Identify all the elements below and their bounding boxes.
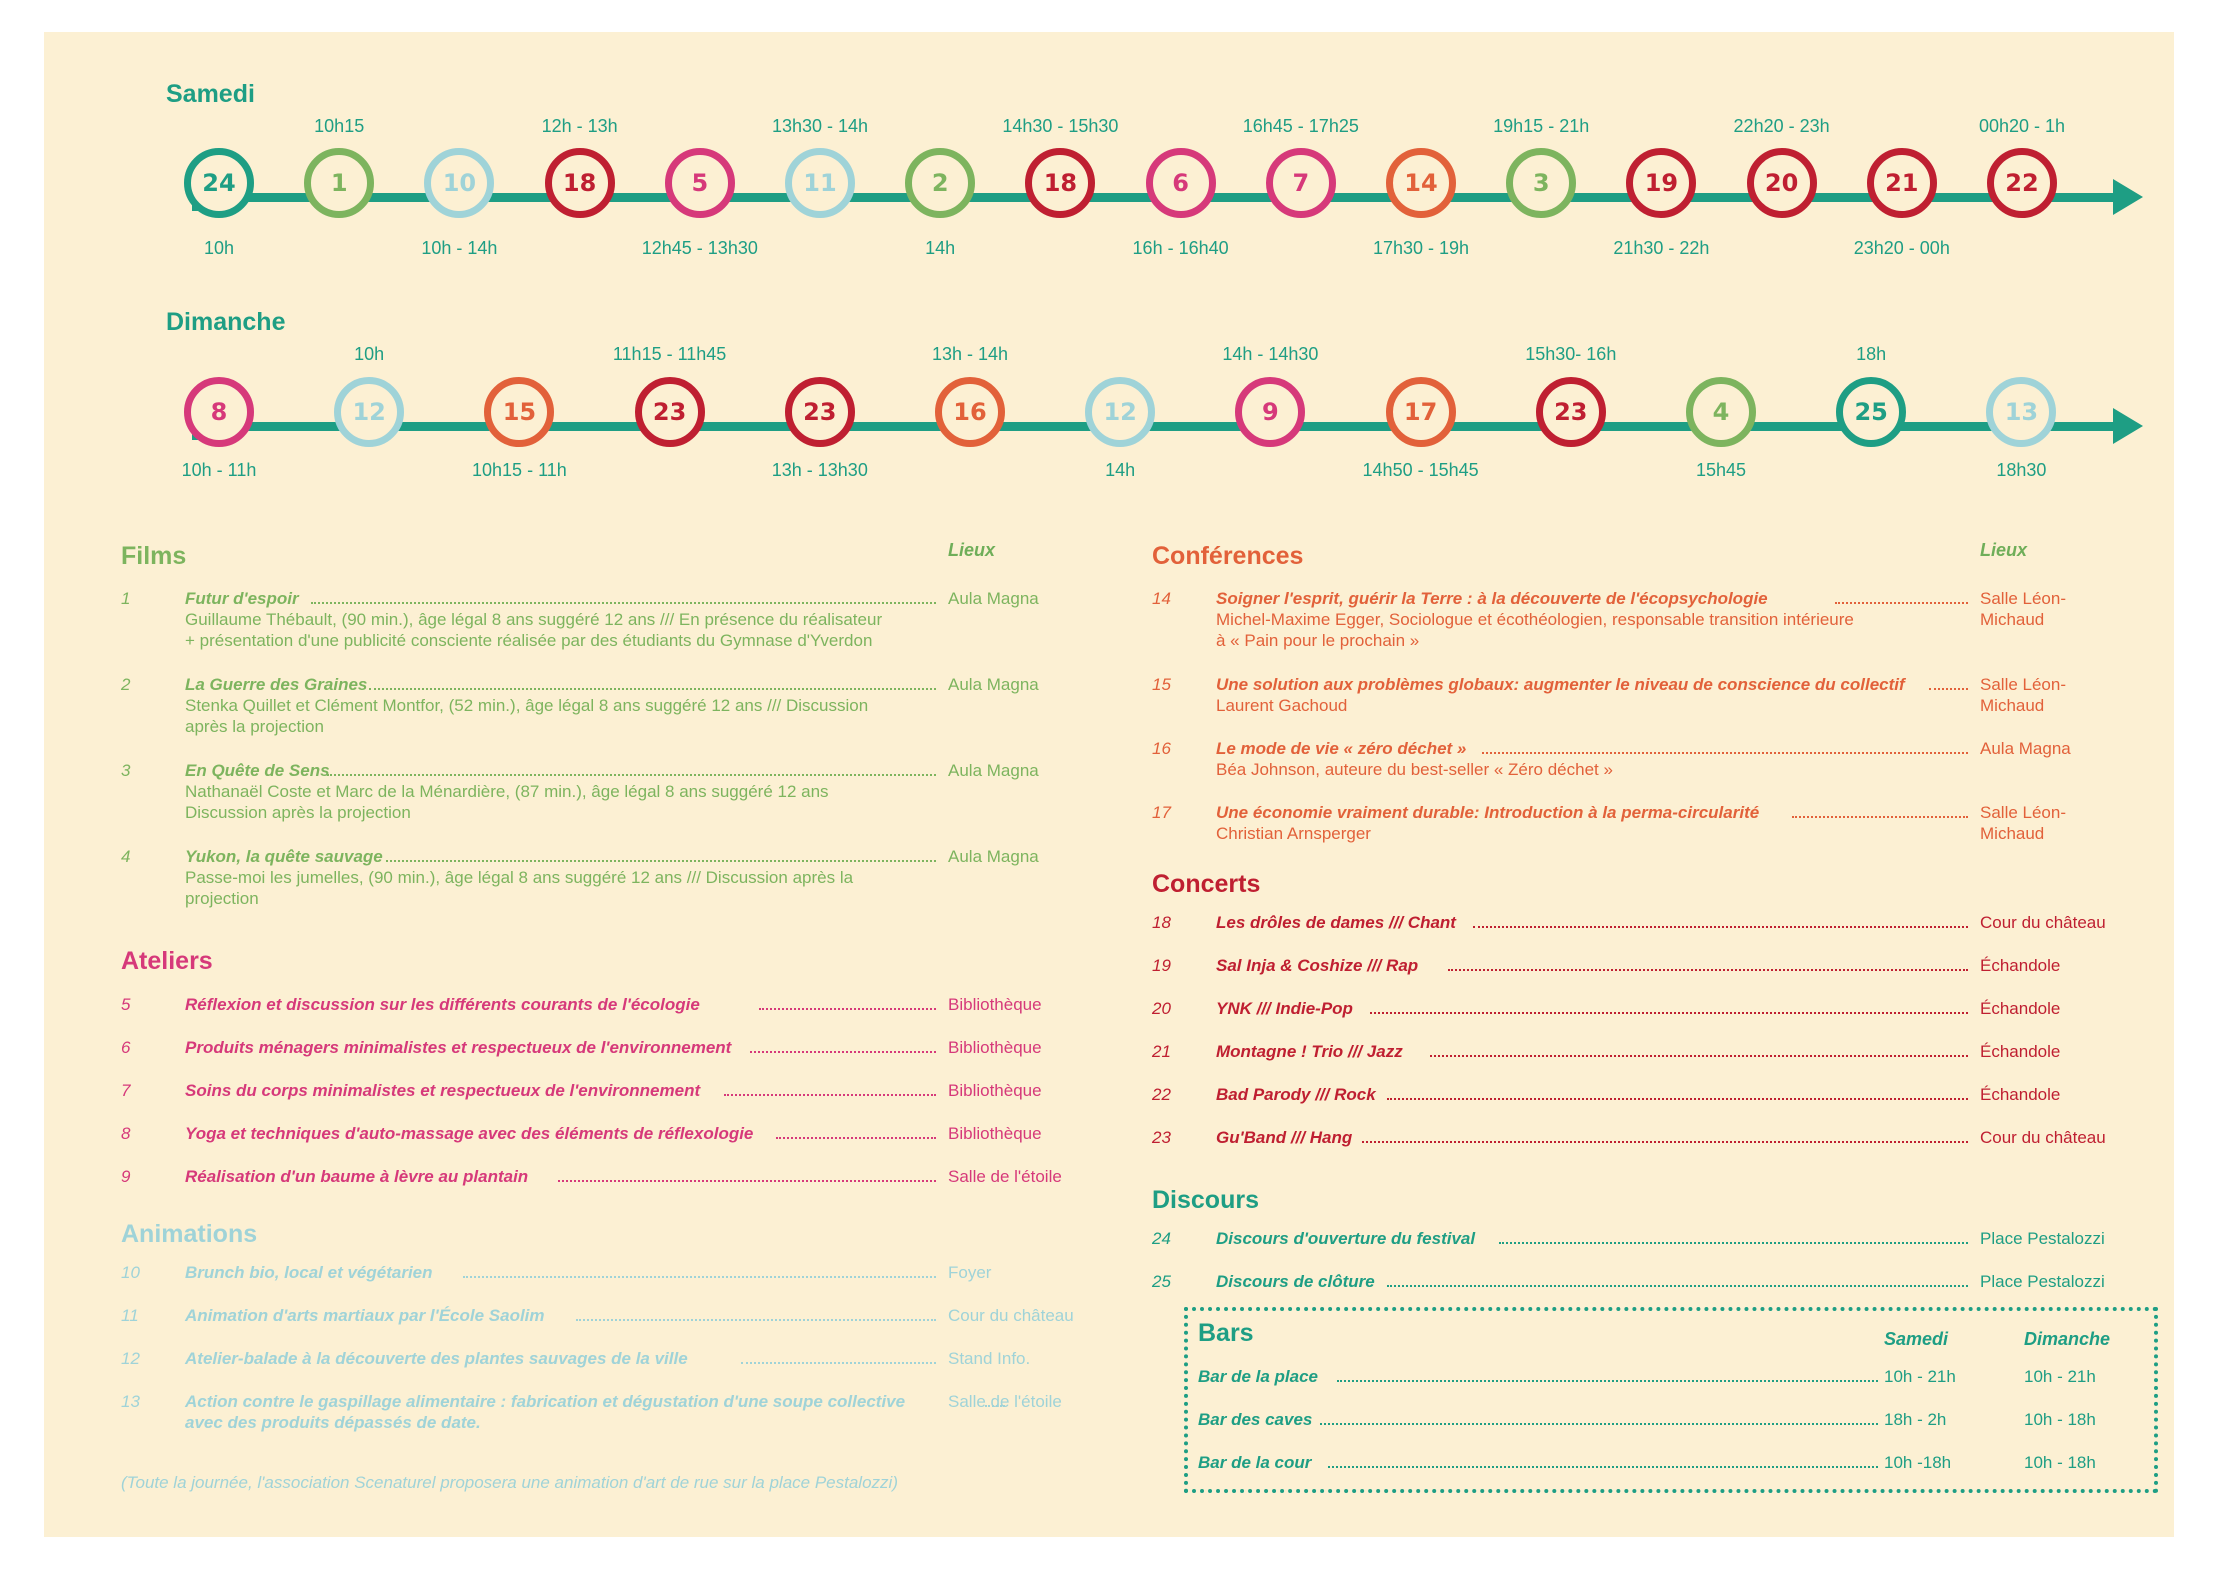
item-description: Michel-Maxime Egger, Sociologue et écothéologien, responsable transition intérieure <box>1216 610 1854 629</box>
timeline-node: 10 <box>424 148 494 218</box>
timeline-node: 12 <box>1085 377 1155 447</box>
item-title: YNK /// Indie-Pop <box>1216 999 1353 1018</box>
timeline-node: 19 <box>1626 148 1696 218</box>
bar-name: Bar de la cour <box>1198 1453 1312 1472</box>
timeline-node: 11 <box>785 148 855 218</box>
timeline-node: 8 <box>184 377 254 447</box>
arrow-right-icon <box>2113 179 2143 215</box>
item-number: 12 <box>121 1349 140 1368</box>
item-number: 9 <box>121 1167 131 1186</box>
item-location: Aula Magna <box>948 675 1039 694</box>
timeline-time-label: 17h30 - 19h <box>1372 238 1470 258</box>
item-location: Foyer <box>948 1263 992 1282</box>
leader-dots <box>750 1051 936 1053</box>
item-description: Stenka Quillet et Clément Montfor, (52 min.), âge légal 8 ans suggéré 12 ans /// Discussion <box>185 696 869 715</box>
timeline-node: 18 <box>545 148 615 218</box>
bar-hours-dimanche: 10h - 21h <box>2024 1367 2096 1386</box>
leader-dots <box>1320 1423 1878 1425</box>
item-title: Une économie vraiment durable: Introduction à la perma-circularité <box>1216 803 1760 822</box>
leader-dots <box>576 1319 936 1321</box>
item-location: Cour du château <box>948 1306 1074 1325</box>
item-number: 15 <box>1152 675 1171 694</box>
item-number: 4 <box>121 847 131 866</box>
bar-hours-dimanche: 10h - 18h <box>2024 1410 2096 1429</box>
leader-dots <box>311 602 936 604</box>
dimanche-heading: Dimanche <box>166 308 286 336</box>
item-title: Montagne ! Trio /// Jazz <box>1216 1042 1403 1061</box>
item-location: Salle Léon-Michaud <box>1980 675 2067 715</box>
item-location: Aula Magna <box>948 589 1039 608</box>
timeline-node: 23 <box>1536 377 1606 447</box>
item-location: Bibliothèque <box>948 1081 1042 1100</box>
timeline-node: 2 <box>905 148 975 218</box>
leader-dots <box>386 860 936 862</box>
item-description: Nathanaël Coste et Marc de la Ménardière, (87 min.), âge légal 8 ans suggéré 12 ans <box>185 782 829 801</box>
leader-dots <box>1499 1242 1968 1244</box>
item-description: Laurent Gachoud <box>1216 696 1348 715</box>
timeline-time-label: 14h50 - 15h45 <box>1362 460 1479 480</box>
timeline-time-label: 18h30 <box>1996 460 2047 480</box>
bars-col-samedi: Samedi <box>1884 1329 1949 1349</box>
item-description: Béa Johnson, auteure du best-seller « Zéro déchet » <box>1216 760 1613 779</box>
leader-dots <box>759 1008 937 1010</box>
samedi-heading: Samedi <box>166 80 255 108</box>
item-number: 16 <box>1152 739 1171 758</box>
item-location: Bibliothèque <box>948 1038 1042 1057</box>
leader-dots <box>741 1362 936 1364</box>
item-number: 14 <box>1152 589 1171 608</box>
item-number: 6 <box>121 1038 131 1057</box>
leader-dots <box>1337 1380 1878 1382</box>
item-number: 19 <box>1152 956 1171 975</box>
item-number: 3 <box>121 761 131 780</box>
item-description: Christian Arnsperger <box>1216 824 1371 843</box>
ateliers-heading: Ateliers <box>121 947 213 975</box>
timeline-time-label: 14h30 - 15h30 <box>1002 116 1119 136</box>
timeline-node: 25 <box>1836 377 1906 447</box>
item-title: Produits ménagers minimalistes et respectueux de l'environnement <box>185 1038 732 1057</box>
item-number: 25 <box>1152 1272 1171 1291</box>
item-title: Réalisation d'un baume à lèvre au plantain <box>185 1167 529 1186</box>
leader-dots <box>1387 1285 1968 1287</box>
bars-heading: Bars <box>1198 1319 1254 1347</box>
bar-name: Bar des caves <box>1198 1410 1313 1429</box>
item-title: Futur d'espoir <box>185 589 299 608</box>
timeline-time-label: 10h - 11h <box>181 460 257 480</box>
item-number: 11 <box>121 1306 139 1325</box>
item-number: 22 <box>1152 1085 1171 1104</box>
item-number: 1 <box>121 589 131 608</box>
timeline-node: 3 <box>1506 148 1576 218</box>
item-description: Passe-moi les jumelles, (90 min.), âge légal 8 ans suggéré 12 ans /// Discussion après la <box>185 868 854 887</box>
item-location: Échandole <box>1980 999 2061 1018</box>
timeline-time-label: 14h - 14h30 <box>1222 344 1319 364</box>
item-description: + présentation d'une publicité consciente réalisée par des étudiants du Gymnase d'Yverdon <box>185 631 873 650</box>
bar-hours-samedi: 10h - 21h <box>1884 1367 1956 1386</box>
item-title: Discours d'ouverture du festival <box>1216 1229 1476 1248</box>
item-location: Salle Léon-Michaud <box>1980 803 2067 843</box>
leader-dots <box>1362 1141 1968 1143</box>
program-sheet <box>44 32 2174 1537</box>
item-location: Bibliothèque <box>948 995 1042 1014</box>
item-number: 18 <box>1152 913 1171 932</box>
films-lieux-heading: Lieux <box>948 540 996 560</box>
item-location: Aula Magna <box>1980 739 2071 758</box>
timeline-time-label: 19h15 - 21h <box>1493 116 1590 136</box>
bars-col-dimanche: Dimanche <box>2024 1329 2111 1349</box>
item-number: 21 <box>1152 1042 1171 1061</box>
leader-dots <box>369 688 936 690</box>
item-location: Échandole <box>1980 1085 2061 1104</box>
timeline-time-label: 18h <box>1856 344 1887 364</box>
leader-dots <box>327 774 936 776</box>
timeline-time-label: 10h <box>354 344 385 364</box>
arrow-right-icon <box>2113 408 2143 444</box>
item-description: après la projection <box>185 717 324 736</box>
item-location: Place Pestalozzi <box>1980 1229 2105 1248</box>
item-number: 10 <box>121 1263 140 1282</box>
timeline-node: 18 <box>1025 148 1095 218</box>
conferences-heading: Conférences <box>1152 542 1304 570</box>
animations-heading: Animations <box>121 1220 258 1248</box>
leader-dots <box>1473 926 1968 928</box>
concerts-heading: Concerts <box>1152 870 1261 898</box>
item-description: Guillaume Thébault, (90 min.), âge légal 8 ans suggéré 12 ans /// En présence du réalisateur <box>185 610 883 629</box>
item-number: 23 <box>1152 1128 1171 1147</box>
timeline-time-label: 21h30 - 22h <box>1613 238 1710 258</box>
timeline-node: 13 <box>1986 377 2056 447</box>
leader-dots <box>1387 1098 1968 1100</box>
leader-dots <box>724 1094 936 1096</box>
timeline-node: 23 <box>785 377 855 447</box>
item-title: Le mode de vie « zéro déchet » <box>1216 739 1467 758</box>
item-number: 5 <box>121 995 131 1014</box>
timeline-node: 15 <box>484 377 554 447</box>
item-number: 8 <box>121 1124 131 1143</box>
timeline-node: 22 <box>1987 148 2057 218</box>
timeline-time-label: 14h <box>1105 460 1136 480</box>
item-location: Place Pestalozzi <box>1980 1272 2105 1291</box>
item-location: Cour du château <box>1980 913 2106 932</box>
item-location: Stand Info. <box>948 1349 1031 1368</box>
item-location: Salle de l'étoile <box>948 1392 1062 1411</box>
item-location: Cour du château <box>1980 1128 2106 1147</box>
films-heading: Films <box>121 542 187 570</box>
item-title: Une solution aux problèmes globaux: augmenter le niveau de conscience du collectif <box>1216 675 1905 694</box>
leader-dots <box>1482 752 1968 754</box>
timeline-node: 20 <box>1747 148 1817 218</box>
item-number: 2 <box>121 675 131 694</box>
bars-box <box>1184 1307 2158 1493</box>
leader-dots <box>1929 688 1968 690</box>
leader-dots <box>463 1276 936 1278</box>
bar-hours-samedi: 18h - 2h <box>1884 1410 1947 1429</box>
leader-dots <box>558 1180 936 1182</box>
timeline-node: 7 <box>1266 148 1336 218</box>
timeline-time-label: 10h15 - 11h <box>472 460 567 480</box>
timeline-time-label: 00h20 - 1h <box>1978 116 2066 136</box>
timeline-time-label: 10h15 <box>314 116 365 136</box>
bar-name: Bar de la place <box>1198 1367 1319 1386</box>
timeline-time-label: 23h20 - 00h <box>1853 238 1950 258</box>
timeline-time-label: 22h20 - 23h <box>1733 116 1830 136</box>
bar-hours-dimanche: 10h - 18h <box>2024 1453 2096 1472</box>
item-title: Brunch bio, local et végétarien <box>185 1263 433 1282</box>
bar-hours-samedi: 10h -18h <box>1884 1453 1952 1472</box>
item-title: Discours de clôture <box>1216 1272 1375 1291</box>
item-title: La Guerre des Graines <box>185 675 368 694</box>
item-number: 20 <box>1152 999 1171 1018</box>
item-location: Salle Léon-Michaud <box>1980 589 2067 629</box>
item-title: Action contre le gaspillage alimentaire : fabrication et dégustation d'une soupe collective <box>185 1392 906 1411</box>
timeline-node: 9 <box>1235 377 1305 447</box>
item-title: Yukon, la quête sauvage <box>185 847 383 866</box>
item-title: Soigner l'esprit, guérir la Terre : à la découverte de l'écopsychologie <box>1216 589 1768 608</box>
timeline-node: 16 <box>935 377 1005 447</box>
timeline-time-label: 11h15 - 11h45 <box>612 344 727 364</box>
timeline-time-label: 15h45 <box>1695 460 1747 480</box>
timeline-time-label: 13h - 13h30 <box>771 460 868 480</box>
leader-dots <box>1792 816 1968 818</box>
item-description: à « Pain pour le prochain » <box>1216 631 1420 650</box>
leader-dots <box>776 1137 936 1139</box>
conferences-lieux-heading: Lieux <box>1980 540 2028 560</box>
timeline-time-label: 13h30 - 14h <box>771 116 869 136</box>
timeline-time-label: 10h - 14h <box>421 238 498 258</box>
item-location: Aula Magna <box>948 761 1039 780</box>
timeline-node: 21 <box>1867 148 1937 218</box>
item-location: Salle de l'étoile <box>948 1167 1062 1186</box>
timeline-node: 24 <box>184 148 254 218</box>
timeline-time-label: 12h45 - 13h30 <box>641 238 758 258</box>
timeline-time-label: 10h <box>203 238 235 258</box>
timeline-time-label: 16h45 - 17h25 <box>1242 116 1359 136</box>
leader-dots <box>1448 969 1968 971</box>
item-title: Yoga et techniques d'auto-massage avec des éléments de réflexologie <box>185 1124 754 1143</box>
item-number: 17 <box>1152 803 1171 822</box>
item-title: Réflexion et discussion sur les différents courants de l'écologie <box>185 995 700 1014</box>
leader-dots <box>1328 1466 1878 1468</box>
leader-dots <box>1430 1055 1968 1057</box>
leader-dots <box>1370 1012 1968 1014</box>
timeline-time-label: 15h30- 16h <box>1525 344 1617 364</box>
timeline-time-label: 13h - 14h <box>931 344 1009 364</box>
item-title: Sal Inja & Coshize /// Rap <box>1216 956 1419 975</box>
item-location: Échandole <box>1980 1042 2061 1061</box>
item-location: Échandole <box>1980 956 2061 975</box>
timeline-time-label: 16h - 16h40 <box>1132 238 1229 258</box>
discours-heading: Discours <box>1152 1186 1259 1214</box>
timeline-node: 12 <box>334 377 404 447</box>
item-title: Bad Parody /// Rock <box>1216 1085 1376 1104</box>
item-number: 13 <box>121 1392 140 1411</box>
timeline-node: 14 <box>1386 148 1456 218</box>
timeline-node: 6 <box>1146 148 1216 218</box>
item-title: Les drôles de dames /// Chant <box>1216 913 1456 932</box>
timeline-node: 4 <box>1686 377 1756 447</box>
item-location: Aula Magna <box>948 847 1039 866</box>
item-number: 24 <box>1152 1229 1171 1248</box>
item-description: Discussion après la projection <box>185 803 411 822</box>
leader-dots <box>1835 602 1968 604</box>
item-title: Animation d'arts martiaux par l'École Saolim <box>185 1306 545 1325</box>
timeline-node: 23 <box>635 377 705 447</box>
item-title: Soins du corps minimalistes et respectueux de l'environnement <box>185 1081 701 1100</box>
timeline-node: 17 <box>1386 377 1456 447</box>
item-description: projection <box>185 889 259 908</box>
timeline-time-label: 12h - 13h <box>541 116 618 136</box>
item-number: 7 <box>121 1081 131 1100</box>
timeline-node: 1 <box>304 148 374 218</box>
timeline-node: 5 <box>665 148 735 218</box>
item-title-continued: avec des produits dépassés de date. <box>185 1413 481 1432</box>
animations-note: (Toute la journée, l'association Scenaturel proposera une animation d'art de rue sur la place Pestalozzi) <box>121 1473 898 1492</box>
item-title: En Quête de Sens <box>185 761 330 780</box>
item-title: Gu'Band /// Hang <box>1216 1128 1353 1147</box>
item-title: Atelier-balade à la découverte des plantes sauvages de la ville <box>185 1349 688 1368</box>
timeline-time-label: 14h <box>925 238 956 258</box>
item-location: Bibliothèque <box>948 1124 1042 1143</box>
